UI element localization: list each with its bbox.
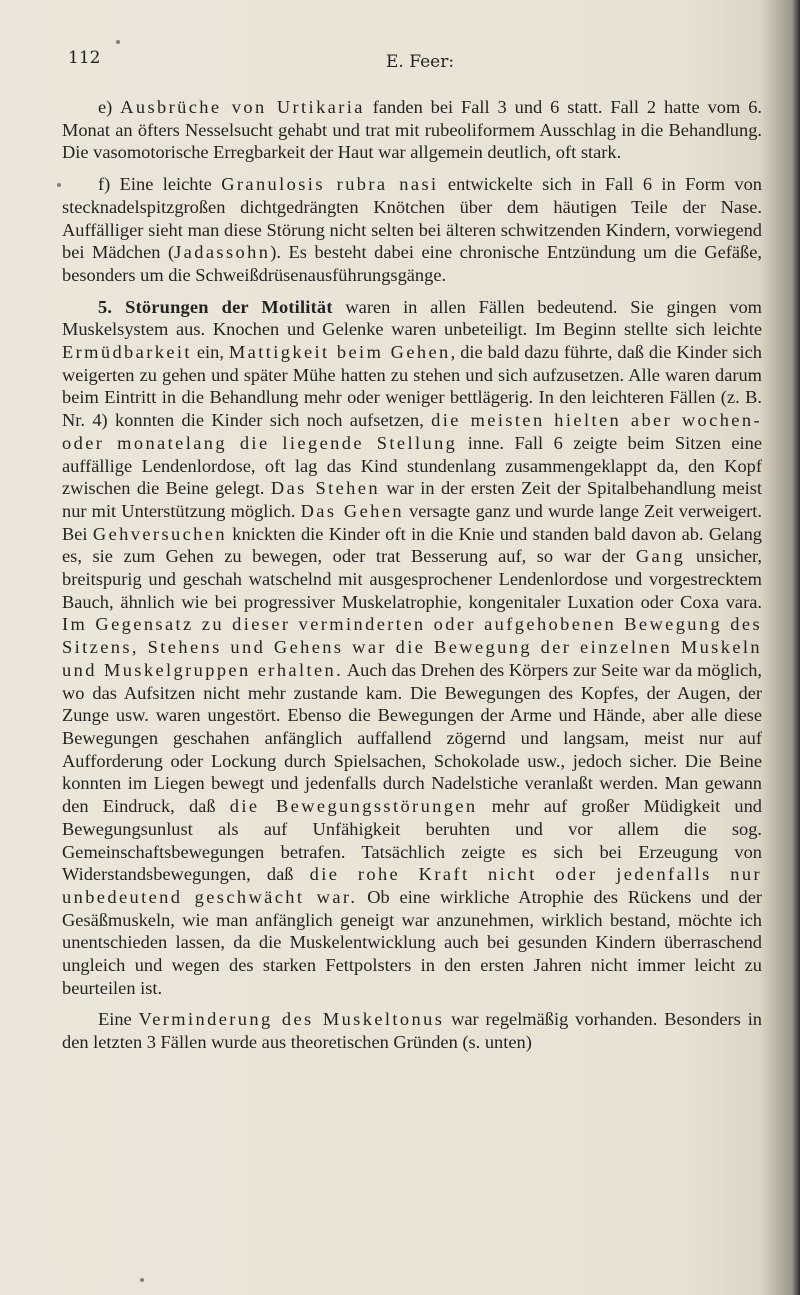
- text-run: fanden bei Fall 3 und 6 statt. Fall 2 hatte vom 6. Monat an öfters Nesselsucht gehabt und trat mit rubeoliformem Ausschlag in die Behandlung. Die vasomotorische Erregbarkeit der Haut war allgemein deutlich, oft stark.: [62, 97, 762, 163]
- spaced-emphasis-text: Das Stehen: [270, 478, 380, 499]
- spaced-emphasis-text: Ermüdbarkeit: [62, 342, 192, 363]
- text-run: mehr auf großer Müdigkeit und Bewegungsunlust als auf Unfähigkeit beruhten und vor allem die sog. Gemeinschaftsbewegungen betrafen. Tatsächlich zeigte es sich bei Erzeugung von Widerstandsbewegungen, daß: [62, 796, 762, 885]
- running-head: E. Feer:: [386, 52, 455, 72]
- text-run: knickten die Kinder oft in die Knie und standen bald davon ab. Gelang es, sie zum Gehen zu bewegen, oder trat Besserung auf, so war der: [62, 523, 763, 567]
- spaced-emphasis-text: Verminderung des Muskeltonus: [138, 1009, 445, 1030]
- bold-heading-text: 5. Störungen der Motilität: [98, 296, 333, 317]
- spaced-emphasis-text: Mattigkeit beim Gehen: [228, 342, 451, 363]
- text-run: entwickelte sich in Fall 6 in Form von stecknadelspitzgroßen dichtgedrängten Knötchen über dem häutigen Teile der Nase. Auffälliger sieht man diese Störung nicht selten bei älteren schwitzenden Kindern, vorwiegend bei Mädchen (: [62, 174, 762, 263]
- spaced-emphasis-text: Das Gehen: [300, 500, 404, 521]
- dust-speck: [140, 1278, 144, 1282]
- spaced-emphasis-text: Ausbrüche von Urtikaria: [120, 97, 365, 117]
- spaced-emphasis-text: die rohe Kraft nicht oder jedenfalls nur unbedeutend geschwächt war.: [62, 864, 762, 907]
- text-run: Auch das Drehen des Körpers zur Seite war da möglich, wo das Aufsitzen nicht mehr zustande kam. Die Bewegungen des Kopfes, der Augen, der Zunge usw. waren ungestört. Ebenso die Bewegungen der Arme und Hände, aber alle diese Bewegungen geschahen anfänglich auffallend zögernd und langsam, meist nur auf Aufforderung oder Lockung durch Spielsachen, Schokolade usw., jedoch sicher. Die Beine konnten im Liegen bewegt und jedenfalls durch Nadelstiche veranlaßt werden. Man gewann den Eindruck, daß: [62, 659, 762, 817]
- text-run: inne. Fall 6 zeigte beim Sitzen eine auffällige Lendenlordose, oft lag das Kind stundenlang zusammengeklappt da, den Kopf zwischen die Beine gelegt.: [62, 432, 762, 499]
- paragraph-5-motility: [62, 296, 762, 1000]
- text-run: ein,: [191, 342, 229, 363]
- spaced-emphasis-text: Gehversuchen: [92, 523, 227, 544]
- text-run: f) Eine leichte: [98, 174, 222, 195]
- page-header: [68, 48, 760, 78]
- text-run: war regelmäßig vorhanden. Besonders in den letzten 3 Fällen wurde aus theoretischen Gründen (s. unten): [62, 1009, 762, 1053]
- spaced-emphasis-text: Granulosis rubra nasi: [221, 174, 439, 195]
- paragraph-e: [62, 96, 762, 164]
- page-number: 112: [68, 48, 101, 68]
- spaced-emphasis-text: Jadassohn: [174, 242, 271, 263]
- text-run: e): [98, 97, 121, 117]
- text-run: versagte ganz und wurde lange Zeit verweigert. Bei: [62, 500, 762, 544]
- text-run: Ob eine wirkliche Atrophie des Rückens und der Gesäßmuskeln, wie man anfänglich geneigt war anzunehmen, wirklich bestand, möchte ich unentschieden lassen, da die Muskelentwicklung auch bei gesunden Kindern überraschend ungleich und wegen des starken Fettpolsters in den ersten Jahren nicht immer leicht zu beurteilen ist.: [62, 886, 762, 998]
- text-run: unsicher, breitspurig und geschah watschelnd mit ausgesprochener Lendenlordose und vorgestrecktem Bauch, ähnlich wie bei progressiver Muskelatrophie, kongenitaler Luxation oder Coxa vara.: [62, 546, 763, 612]
- dust-speck: [116, 40, 120, 44]
- spaced-emphasis-text: die Bewegungsstörungen: [229, 796, 478, 817]
- paragraph-f: [62, 173, 762, 287]
- text-run: ). Es besteht dabei eine chronische Entzündung um die Gefäße, besonders um die Schweißdrüsenausführungsgänge.: [62, 242, 762, 285]
- paragraph-muscle-tone: [62, 1008, 762, 1053]
- body-text: [62, 96, 762, 1063]
- dust-speck: [57, 183, 61, 187]
- spaced-emphasis-text: Im Gegensatz zu dieser verminderten oder aufgehobenen Bewegung des Sitzens, Stehens und Gehens war die Bewegung der einzelnen Muskeln und Muskelgruppen erhalten.: [62, 614, 762, 680]
- text-run: , die bald dazu führte, daß die Kinder sich weigerten zu gehen und später Mühe hatten zu stehen und sich aufzusetzen. Alle waren darum beim Eintritt in die Behandlung mehr oder weniger bettlägerig. In den leichteren Fällen (z. B. Nr. 4) konnten die Kinder sich noch aufsetzen,: [62, 342, 763, 431]
- spaced-emphasis-text: Gang: [635, 546, 686, 567]
- spaced-emphasis-text: die meisten hielten aber wochen- oder monatelang die liegende Stellung: [62, 410, 762, 453]
- text-run: waren in allen Fällen bedeutend. Sie gingen vom Muskelsystem aus. Knochen und Gelenke waren unbeteiligt. Im Beginn stellte sich leichte: [62, 296, 762, 340]
- text-run: war in der ersten Zeit der Spitalbehandlung meist nur mit Unterstützung möglich.: [62, 478, 762, 521]
- text-run: Eine: [98, 1009, 139, 1030]
